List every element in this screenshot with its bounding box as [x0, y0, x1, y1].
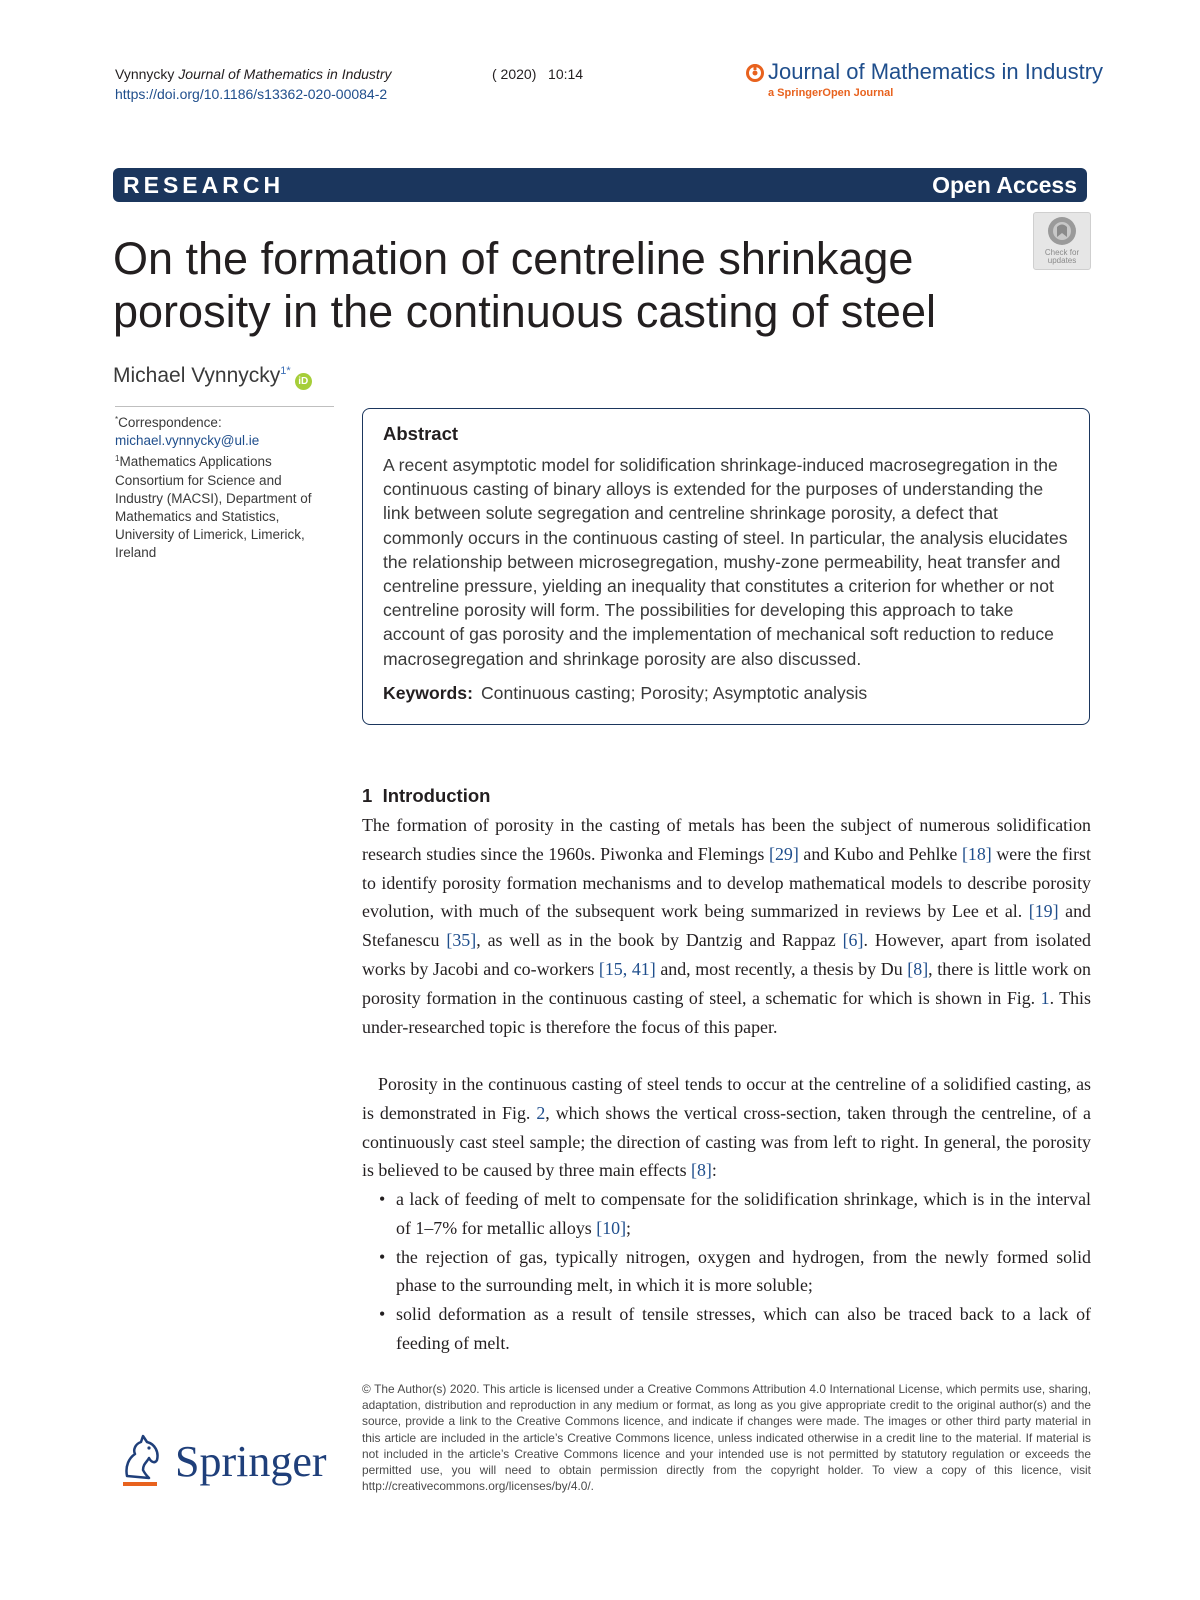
correspondence-marker: * [115, 415, 119, 424]
intro-paragraph-2 [362, 1070, 1091, 1185]
abstract-box [362, 408, 1090, 725]
effects-list [362, 1185, 1091, 1358]
paragraph-text: a lack of feeding of melt to compensate for the solidification shrinkage, which is in the interval of 1–7% for metallic alloys [396, 1189, 1091, 1238]
orcid-icon[interactable]: iD [295, 373, 312, 390]
header-journal: Journal of Mathematics in Industry [178, 66, 392, 82]
paragraph-text: solid deformation as a result of tensile stresses, which can also be traced back to a lack of feeding of melt. [396, 1304, 1091, 1353]
springeropen-logo-icon [746, 64, 764, 82]
citation-link[interactable]: [10] [596, 1217, 627, 1238]
intro-paragraph-1 [362, 811, 1091, 1041]
paragraph-text: were the first to identify porosity formation mechanisms and to develop mathematical models to describe porosity evolution, with much of the subsequent work being summarized in reviews by Lee et al. [362, 843, 1091, 922]
citation-link[interactable]: [8] [907, 958, 929, 979]
journal-name: Journal of Mathematics in Industry [768, 59, 1104, 84]
citation-link[interactable]: 1 [1040, 987, 1050, 1008]
citation-link[interactable]: [19] [1028, 901, 1059, 922]
citation-link[interactable]: [15, 41] [598, 958, 656, 979]
article-type-label: RESEARCH [123, 172, 285, 198]
doi-link[interactable]: https://doi.org/10.1186/s13362-020-00084-2 [115, 86, 388, 102]
bullet-icon: • [379, 1304, 386, 1325]
sidebar-divider [115, 406, 334, 407]
running-header [115, 64, 392, 104]
correspondence-email[interactable]: michael.vynnycky@ul.ie [115, 433, 260, 449]
bullet-icon: • [379, 1189, 386, 1209]
paragraph-text: . However, apart from isolated works by Jacobi and co-workers [362, 930, 1091, 979]
check-for-updates-badge[interactable] [1033, 212, 1091, 270]
citation-link[interactable]: [18] [961, 843, 992, 864]
keywords-label: Keywords: [383, 683, 473, 703]
article-title [113, 232, 1013, 338]
list-item [362, 1300, 1091, 1358]
abstract-heading: Abstract [383, 423, 459, 444]
springer-horse-icon [113, 1432, 169, 1492]
title-line: porosity in the continuous casting of steel [113, 286, 936, 337]
paragraph-text: , as well as in the book by Dantzig and Rappaz [476, 930, 843, 951]
citation-link[interactable]: [8] [691, 1160, 712, 1181]
citation-link[interactable]: [35] [446, 930, 477, 951]
title-line: On the formation of centreline shrinkage [113, 233, 914, 284]
citation-link[interactable]: [29] [769, 843, 799, 864]
abstract-text: A recent asymptotic model for solidification shrinkage-induced macrosegregation in the continuous casting of binary alloys is extended for the purposes of understanding the link between solute segregation and centreline shrinkage porosity, a defect that commonly occurs in the continuous casting of steel. In particular, the analysis elucidates the relationship between microsegregation, mushy-zone permeability, heat transfer and centreline pressure, yielding an inequality that constitutes a criterion for whether or not centreline porosity will form. The possibilities for developing this approach to take account of gas porosity and the implementation of mechanical soft reduction to reduce macrosegregation and shrinkage porosity are also discussed. [383, 455, 1068, 669]
check-updates-line2: updates [1047, 256, 1077, 265]
springer-logo[interactable] [113, 1432, 343, 1492]
paragraph-text: ; [626, 1217, 632, 1238]
keywords-line [383, 681, 867, 705]
journal-subtitle: a SpringerOpen Journal [768, 87, 894, 99]
paragraph-text: , which shows the vertical cross-section, taken through the centreline, of a continuously cast steel sample; the direction of casting was from left to right. In general, the porosity is believed to be caused by three main effects [362, 1102, 1091, 1181]
list-item [362, 1185, 1091, 1243]
keywords-text: Continuous casting; Porosity; Asymptotic analysis [480, 683, 868, 703]
paragraph-text: and, most recently, a thesis by Du [655, 958, 908, 979]
author-affiliation-marker[interactable]: 1* [280, 365, 291, 377]
author-line [113, 357, 312, 390]
check-updates-icon [1034, 213, 1090, 249]
journal-logo[interactable] [748, 58, 1103, 100]
list-item [362, 1243, 1091, 1301]
licence-text: © The Author(s) 2020. This article is licensed under a Creative Commons Attribution 4.0 International License, which permits use, sharing, adaptation, distribution and reproduction in any medium or format, as long as you give appropriate credit to the original author(s) and the source, provide a link to the Creative Commons licence, and indicate if changes were made. The images or other third party material in this article are included in the article’s Creative Commons licence, unless indicated otherwise in a credit line to the material. If material is not included in the article’s Creative Commons licence and your intended use is not permitted by statutory regulation or exceeds the permitted use, you will need to obtain permission directly from the copyright holder. To view a copy of this licence, visit http://creativecommons.org/licenses/by/4.0/. [362, 1382, 1091, 1494]
section-heading: 1 Introduction [362, 785, 491, 806]
affiliation-marker: 1 [115, 454, 120, 464]
paragraph-text: the rejection of gas, typically nitrogen, oxygen and hydrogen, from the newly formed solid phase to the surrounding melt, in which it is more soluble; [396, 1246, 1091, 1296]
affiliation-block [115, 411, 330, 563]
check-updates-text [1034, 249, 1090, 265]
paragraph-text: Porosity in the continuous casting of steel tends to occur at the centreline of a solidified casting, as is demonstrated in Fig. [362, 1074, 1091, 1123]
paragraph-text: : [711, 1160, 717, 1181]
author-name[interactable]: Michael Vynnycky [113, 364, 281, 387]
open-access-label: Open Access [932, 172, 1077, 198]
bullet-icon: • [379, 1246, 386, 1267]
paragraph-text: and Kubo and Pehlke [798, 843, 962, 864]
paragraph-text: . This under-researched topic is therefore the focus of this paper. [362, 987, 1091, 1037]
paragraph-text: and Stefanescu [362, 901, 1091, 951]
affiliation-text: Mathematics Applications Consortium for Science and Industry (MACSI), Department of Mathematics and Statistics, University of Limerick, Limerick, Ireland [115, 454, 312, 561]
paragraph-text: The formation of porosity in the casting of metals has been the subject of numerous solidification research studies since the 1960s. Piwonka and Flemings [362, 815, 1091, 864]
article-type-banner [113, 168, 1087, 202]
year-article-number: ( 2020) 10:14 [492, 66, 584, 82]
header-author: Vynnycky [115, 66, 175, 82]
citation-link[interactable]: 2 [536, 1102, 546, 1123]
citation-link[interactable]: [6] [842, 930, 864, 951]
correspondence-label: Correspondence: [118, 415, 222, 430]
springer-wordmark: Springer [175, 1437, 327, 1486]
check-updates-line1: Check for [1044, 248, 1080, 257]
paragraph-text: , there is little work on porosity formation in the continuous casting of steel, a schematic for which is shown in Fig. [362, 958, 1091, 1008]
